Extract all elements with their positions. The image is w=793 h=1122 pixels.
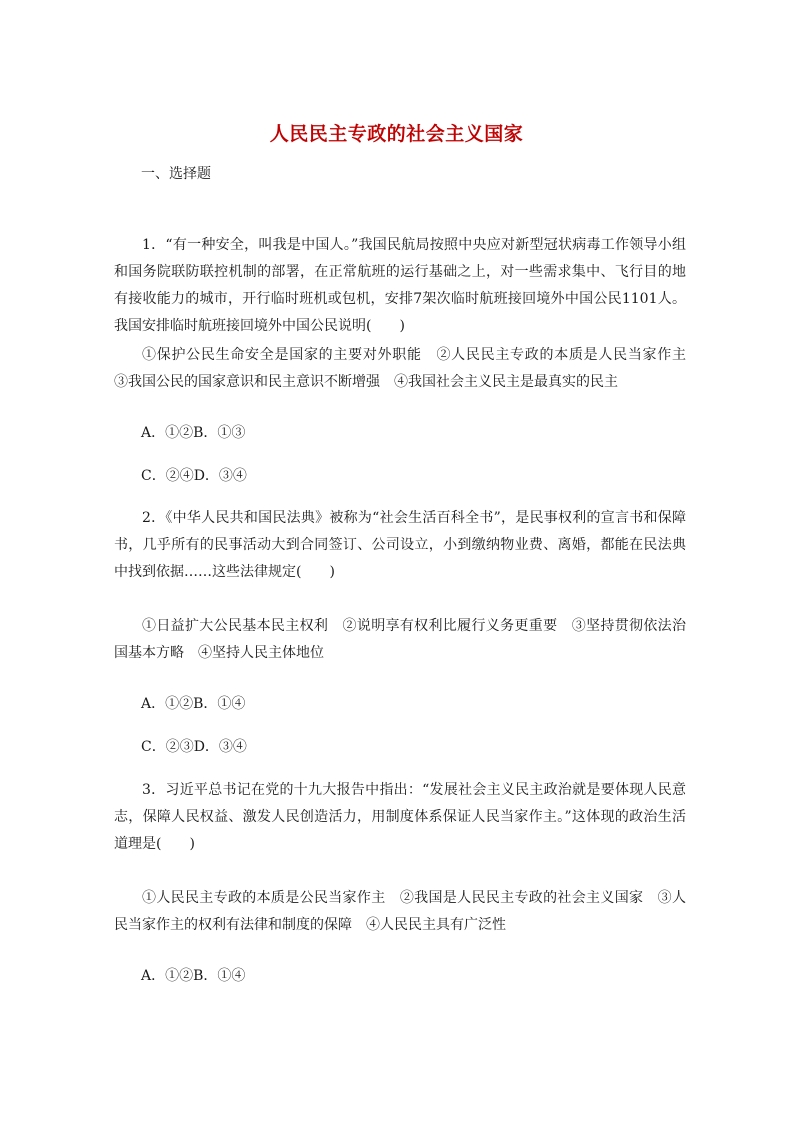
question-2-options-ab: A．①②B．①④ bbox=[141, 696, 246, 712]
question-2-statements: ①日益扩大公民基本民主权利 ②说明享有权利比履行义务更重要 ③坚持贯彻依法治国基本方略 ④坚持人民主体地位 bbox=[114, 618, 686, 661]
question-3-stem: 3．习近平总书记在党的十九大报告中指出：“发展社会主义民主政治就是要体现人民意志，保障人民权益、激发人民创造活力，用制度体系保证人民当家作主。”这体现的政治生活道理是( ) bbox=[114, 782, 686, 852]
page-title: 人民民主专政的社会主义国家 bbox=[269, 123, 524, 145]
section-heading: 一、选择题 bbox=[141, 166, 211, 182]
question-1-options-ab: A．①②B．①③ bbox=[141, 425, 246, 441]
question-2-options-cd: C．②③D．③④ bbox=[141, 739, 247, 755]
question-1-statements: ①保护公民生命安全是国家的主要对外职能 ②人民民主专政的本质是人民当家作主 ③我国公民的国家意识和民主意识不断增强 ④我国社会主义民主是最真实的民主 bbox=[114, 347, 700, 390]
question-1-options-cd: C．②④D．③④ bbox=[141, 468, 247, 484]
question-2-stem: 2．《中华人民共和国民法典》被称为“社会生活百科全书”，是民事权利的宣言书和保障书，几乎所有的民事活动大到合同签订、公司设立，小到缴纳物业费、离婚，都能在民法典中找到依据……这些法律规定( ) bbox=[114, 510, 686, 580]
question-1-stem: 1．“有一种安全，叫我是中国人。”我国民航局按照中央应对新型冠状病毒工作领导小组和国务院联防联控机制的部署，在正常航班的运行基础之上，对一些需求集中、飞行目的地有接收能力的城市，开行临时班机或包机，安排7架次临时航班接回境外中国公民1101人。我国安排临时航班接回境外中国公民说明( ) bbox=[114, 237, 686, 334]
question-3-options-ab: A．①②B．①④ bbox=[141, 968, 246, 984]
question-3-statements: ①人民民主专政的本质是公民当家作主 ②我国是人民民主专政的社会主义国家 ③人民当家作主的权利有法律和制度的保障 ④人民民主具有广泛性 bbox=[114, 890, 686, 933]
